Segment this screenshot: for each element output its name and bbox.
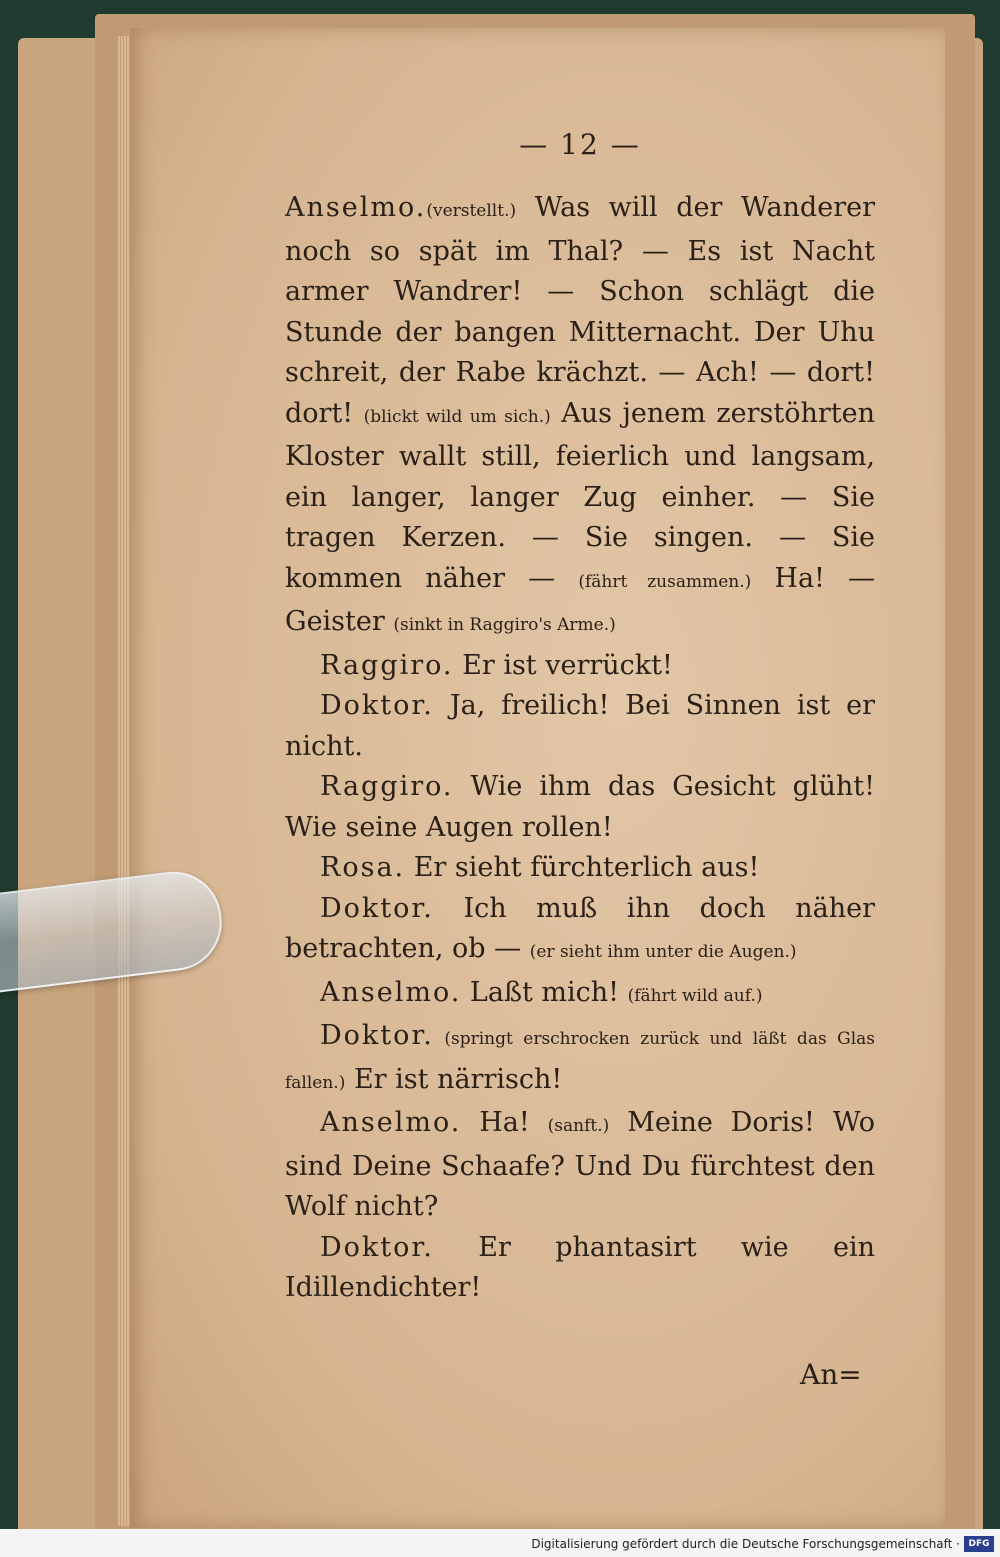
stage-direction: (springt erschrocken zurück und läßt das Glas fallen.) xyxy=(285,1029,875,1093)
stage-direction: (blickt wild um sich.) xyxy=(363,406,551,427)
speaker-name: Doktor. xyxy=(320,690,434,721)
speaker-name: Raggiro. xyxy=(320,771,454,802)
dialogue-paragraph xyxy=(285,1103,875,1228)
dialogue-paragraph xyxy=(285,188,875,646)
speaker-name: Rosa. xyxy=(320,852,406,883)
dialogue-paragraph xyxy=(285,848,875,889)
stage-direction: (verstellt.) xyxy=(426,201,517,221)
dialogue-paragraph xyxy=(285,767,875,848)
dialogue-text: Er sieht fürchterlich aus! xyxy=(405,852,760,883)
footer-credit: Digitalisierung gefördert durch die Deutsche Forschungsgemeinschaft · xyxy=(531,1537,960,1551)
speaker-name: Doktor. xyxy=(320,1231,434,1263)
stage-direction: (fährt wild auf.) xyxy=(627,985,763,1006)
dfg-logo-icon: DFG xyxy=(964,1536,994,1552)
body-text xyxy=(285,188,875,1309)
dialogue-paragraph xyxy=(285,973,875,1017)
stage-direction: (fährt zusammen.) xyxy=(578,571,752,592)
stage-direction: (er sieht ihm unter die Augen.) xyxy=(529,942,797,962)
dialogue-text: Ha! xyxy=(461,1107,548,1138)
dialogue-text: Er ist närrisch! xyxy=(345,1063,563,1095)
speaker-name: Doktor. xyxy=(320,1020,434,1051)
dialogue-paragraph xyxy=(285,1228,875,1309)
dialogue-text: Ich muß ihn doch näher betrachten, ob — xyxy=(285,892,875,964)
dialogue-text: Was will der Wanderer noch so spät im Thal? — Es ist Nacht armer Wandrer! — Schon schlägt die Stunde der bangen Mitternacht. Der Uhu schreit, der Rabe krächzt. — Ach! — dort! dort! xyxy=(285,192,875,429)
speaker-name: Anselmo. xyxy=(285,192,427,223)
dialogue-text: Laßt mich! xyxy=(461,976,628,1008)
dialogue-text: Ja, freilich! Bei Sinnen ist er nicht. xyxy=(285,690,875,762)
dialogue-text: Meine Doris! Wo sind Deine Schaafe? Und Du fürchtest den Wolf nicht? xyxy=(285,1107,875,1222)
page-number: — 12 — xyxy=(519,128,641,161)
speaker-name: Doktor. xyxy=(320,892,434,924)
dialogue-text: Ha! — Geister xyxy=(285,562,876,637)
stage-direction: (sinkt in Raggiro's Arme.) xyxy=(393,615,616,635)
speaker-name: Raggiro. xyxy=(320,649,454,681)
dialogue-text: Wie ihm das Gesicht glüht! Wie seine Augen rollen! xyxy=(285,771,875,843)
dialogue-paragraph xyxy=(285,889,875,973)
dialogue-text: Aus jenem zerstöhrten Kloster wallt still, feierlich und langsam, ein langer, langer Zug einher. — Sie tragen Kerzen. — Sie singen. — Sie kommen näher — xyxy=(285,397,875,594)
dialogue-paragraph xyxy=(285,1016,875,1103)
stage-direction: (sanft.) xyxy=(547,1116,610,1136)
dialogue-paragraph xyxy=(285,646,875,687)
catchword: An= xyxy=(800,1358,862,1391)
dialogue-text: Er phantasirt wie ein Idillendichter! xyxy=(285,1231,875,1303)
digitization-footer xyxy=(0,1529,1000,1557)
dialogue-paragraph xyxy=(285,686,875,767)
speaker-name: Anselmo. xyxy=(320,976,462,1008)
speaker-name: Anselmo. xyxy=(320,1107,462,1138)
dialogue-text: Er ist verrückt! xyxy=(453,649,673,681)
